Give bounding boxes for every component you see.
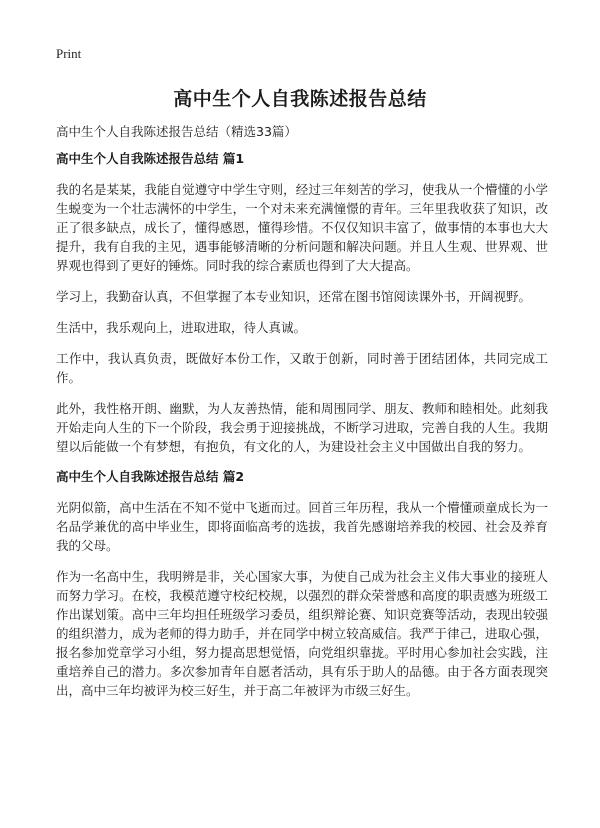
paragraph: 作为一名高中生，我明辨是非，关心国家大事，为使自己成为社会主义伟大事业的接班人而努力学习。在校，我模范遵守校纪校规，以强烈的群众荣誉感和高度的职责感为班级工作出谋划策。高中三年均担任班级学习委员，组织辩论赛、知识竞赛等活动，表现出较强的组织潜力，成为老师的得力助手，并在同学中树立较高威信。我严于律己，进取心强，报名参加党章学习小组，努力提高思想觉悟，向党组织靠拢。平时用心参加社会实践，注重培养自己的潜力。多次参加青年自愿者活动，具有乐于助人的品德。由于各方面表现突出，高中三年均被评为校三好生，并于高二年被评为市级三好生。 bbox=[56, 569, 548, 698]
section-heading: 高中生个人自我陈述报告总结 篇2 bbox=[56, 469, 245, 484]
paragraph: 生活中，我乐观向上，进取进取，待人真诚。 bbox=[56, 320, 307, 335]
paragraph: 学习上，我勤奋认真，不但掌握了本专业知识，还常在图书馆阅读课外书，开阔视野。 bbox=[56, 289, 532, 304]
paragraph: 我的名是某某，我能自觉遵守中学生守则，经过三年刻苦的学习，使我从一个懵懂的小学生蜕变为一个壮志满怀的中学生，一个对未来充满憧憬的青年。三年里我收获了知识，改正了很多缺点，成长了，懂得感恩，懂得珍惜。不仅仅知识丰富了，做事情的本事也大大提升，我有自我的主见，遇事能够清晰的分析问题和解决问题。并且人生观、世界观、世界观也得到了更好的锤炼。同时我的综合素质也得到了大大提高。 bbox=[56, 182, 548, 273]
print-link[interactable]: Print bbox=[56, 46, 82, 61]
paragraph: 光阴似箭，高中生活在不知不觉中飞逝而过。回首三年历程，我从一个懵懂顽童成长为一名品学兼优的高中毕业生，即将面临高考的选拔，我首先感谢培养我的校园、社会及养育我的父母。 bbox=[56, 500, 548, 553]
paragraph: 此外，我性格开朗、幽默，为人友善热情，能和周围同学、朋友、教师和睦相处。此刻我开始走向人生的下一个阶段，我会勇于迎接挑战，不断学习进取，完善自我的人生。我期望以后能做一个有梦想，有抱负，有文化的人，为建设社会主义中国做出自我的努力。 bbox=[56, 401, 548, 454]
paragraph: 工作中，我认真负责，既做好本份工作，又敢于创新，同时善于团结团体，共同完成工作。 bbox=[56, 351, 548, 385]
document-subtitle: 高中生个人自我陈述报告总结（精选33篇） bbox=[56, 124, 297, 139]
document-body bbox=[56, 150, 548, 712]
section-2 bbox=[56, 468, 548, 700]
page-title: 高中生个人自我陈述报告总结 bbox=[173, 88, 427, 110]
section-heading: 高中生个人自我陈述报告总结 篇1 bbox=[56, 151, 245, 166]
section-1 bbox=[56, 150, 548, 456]
